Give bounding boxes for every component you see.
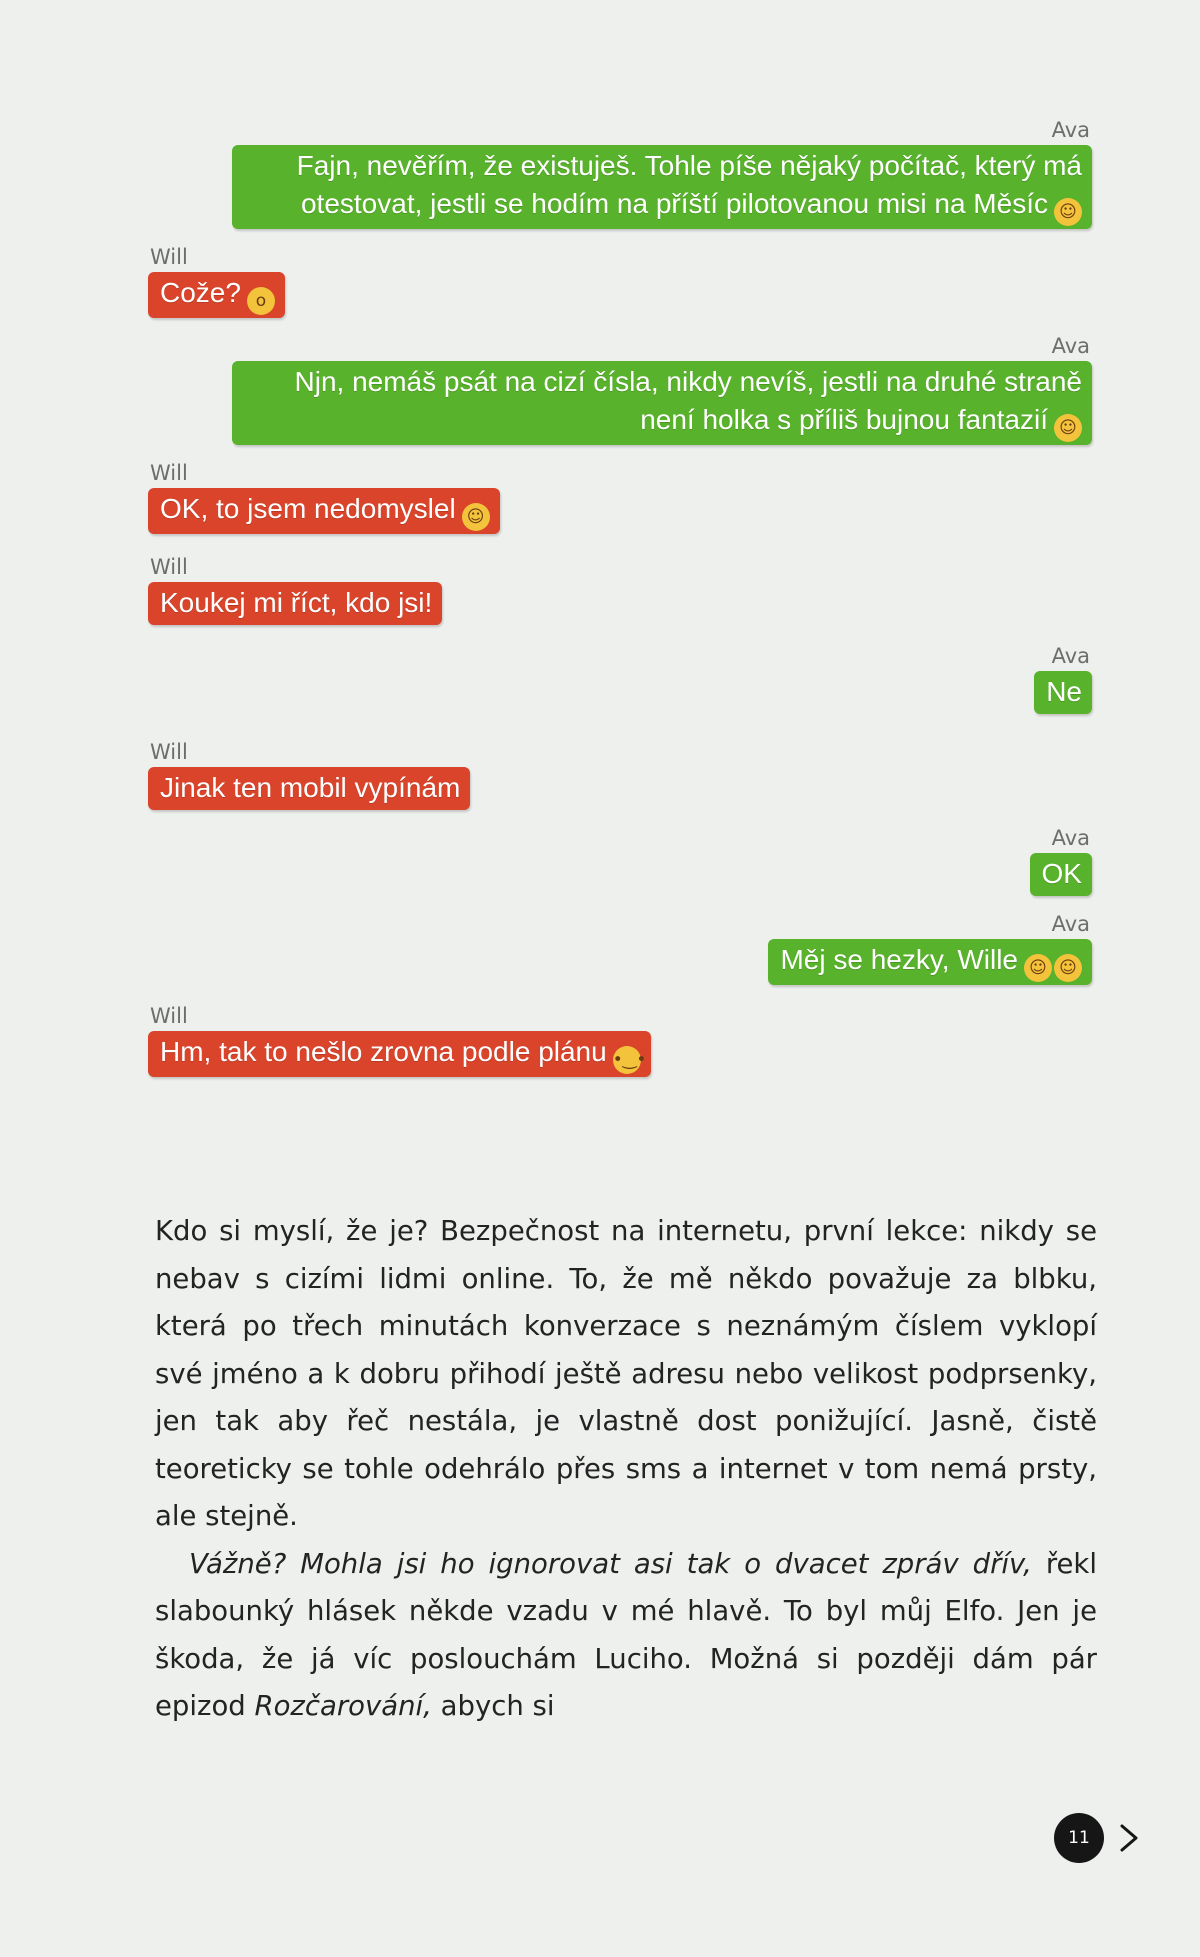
chat-message-will bbox=[148, 245, 1092, 318]
sender-label: Ava bbox=[1051, 826, 1090, 850]
message-bubble-will bbox=[148, 272, 285, 318]
message-bubble-ava: OK bbox=[1030, 853, 1092, 896]
paragraph-2 bbox=[155, 1541, 1097, 1731]
chat-message-ava bbox=[148, 118, 1092, 229]
message-bubble-ava: Ne bbox=[1034, 671, 1092, 714]
chat-message-will bbox=[148, 461, 1092, 534]
sender-label: Will bbox=[150, 1004, 188, 1028]
sender-label: Ava bbox=[1051, 644, 1090, 668]
message-bubble-ava bbox=[232, 361, 1092, 445]
tongue-out-emoji-icon: ☺ bbox=[1054, 954, 1082, 982]
tongue-out-emoji-icon: ☺ bbox=[1024, 954, 1052, 982]
sender-label: Will bbox=[150, 245, 188, 269]
message-text: Hm, tak to nešlo zrovna podle plánu bbox=[160, 1036, 607, 1067]
chat-message-will bbox=[148, 555, 1092, 625]
page-number: 11 bbox=[1054, 1813, 1104, 1863]
message-text: OK, to jsem nedomyslel bbox=[160, 493, 456, 524]
paragraph-2-text: řekl slabounký hlásek někde vzadu v mé hlavě. To byl můj Elfo. Jen je škoda, že já víc poslouchám Luciho. Možná si později dám pár epizod bbox=[155, 1547, 1098, 1722]
neutral-face-emoji-icon: •‿• bbox=[613, 1046, 641, 1074]
message-text: Fajn, nevěřím, že existuješ. Tohle píše nějaký počítač, který má otestovat, jestli se hodím na příští pilotovanou misi na Měsíc bbox=[296, 150, 1082, 219]
sender-label: Will bbox=[150, 555, 188, 579]
surprised-emoji-icon: o bbox=[247, 287, 275, 315]
message-bubble-will bbox=[148, 1031, 651, 1077]
paragraph-2-end: abych si bbox=[431, 1690, 555, 1722]
message-bubble-will: Koukej mi říct, kdo jsi! bbox=[148, 582, 442, 625]
chevron-right-icon[interactable] bbox=[1114, 1822, 1144, 1854]
sender-label: Will bbox=[150, 461, 188, 485]
message-text: Njn, nemáš psát na cizí čísla, nikdy nevíš, jestli na druhé straně není holka s příliš bujnou fantazií bbox=[294, 366, 1082, 435]
sender-label: Ava bbox=[1051, 118, 1090, 142]
chat-message-will bbox=[148, 740, 1092, 810]
message-bubble-will: Jinak ten mobil vypínám bbox=[148, 767, 470, 810]
winking-tongue-emoji-icon: ☺ bbox=[1054, 414, 1082, 442]
message-bubble-ava bbox=[768, 939, 1092, 985]
sender-label: Will bbox=[150, 740, 188, 764]
chat-message-will bbox=[148, 1004, 1092, 1077]
sender-label: Ava bbox=[1051, 912, 1090, 936]
chat-transcript bbox=[148, 118, 1092, 1077]
message-bubble-ava bbox=[232, 145, 1092, 229]
message-text: Cože? bbox=[160, 277, 241, 308]
chat-message-ava bbox=[148, 334, 1092, 445]
paragraph-1: Kdo si myslí, že je? Bezpečnost na internetu, první lekce: nikdy se nebav s cizími lidmi online. To, že mě někdo považuje za blbku, která po třech minutách konverzace s neznámým číslem vyklopí své jméno a k dobru přihodí ještě adresu nebo velikost podprsenky, jen tak aby řeč nestála, je vlastně dost ponižující. Jasně, čistě teoreticky se tohle odehrálo přes sms a internet v tom nemá prsty, ale stejně. bbox=[155, 1215, 1097, 1532]
message-text: Měj se hezky, Wille bbox=[780, 944, 1018, 975]
laughing-tears-emoji-icon: ☺ bbox=[462, 503, 490, 531]
chat-message-ava bbox=[148, 826, 1092, 896]
inner-voice-quote: Vážně? Mohla jsi ho ignorovat asi tak o dvacet zpráv dřív, bbox=[189, 1547, 1032, 1580]
message-bubble-will bbox=[148, 488, 500, 534]
smirk-emoji-icon: ☺ bbox=[1054, 198, 1082, 226]
chat-message-ava bbox=[148, 644, 1092, 714]
sender-label: Ava bbox=[1051, 334, 1090, 358]
book-title: Rozčarování, bbox=[254, 1690, 432, 1722]
body-text bbox=[155, 1208, 1097, 1731]
chat-message-ava bbox=[148, 912, 1092, 985]
